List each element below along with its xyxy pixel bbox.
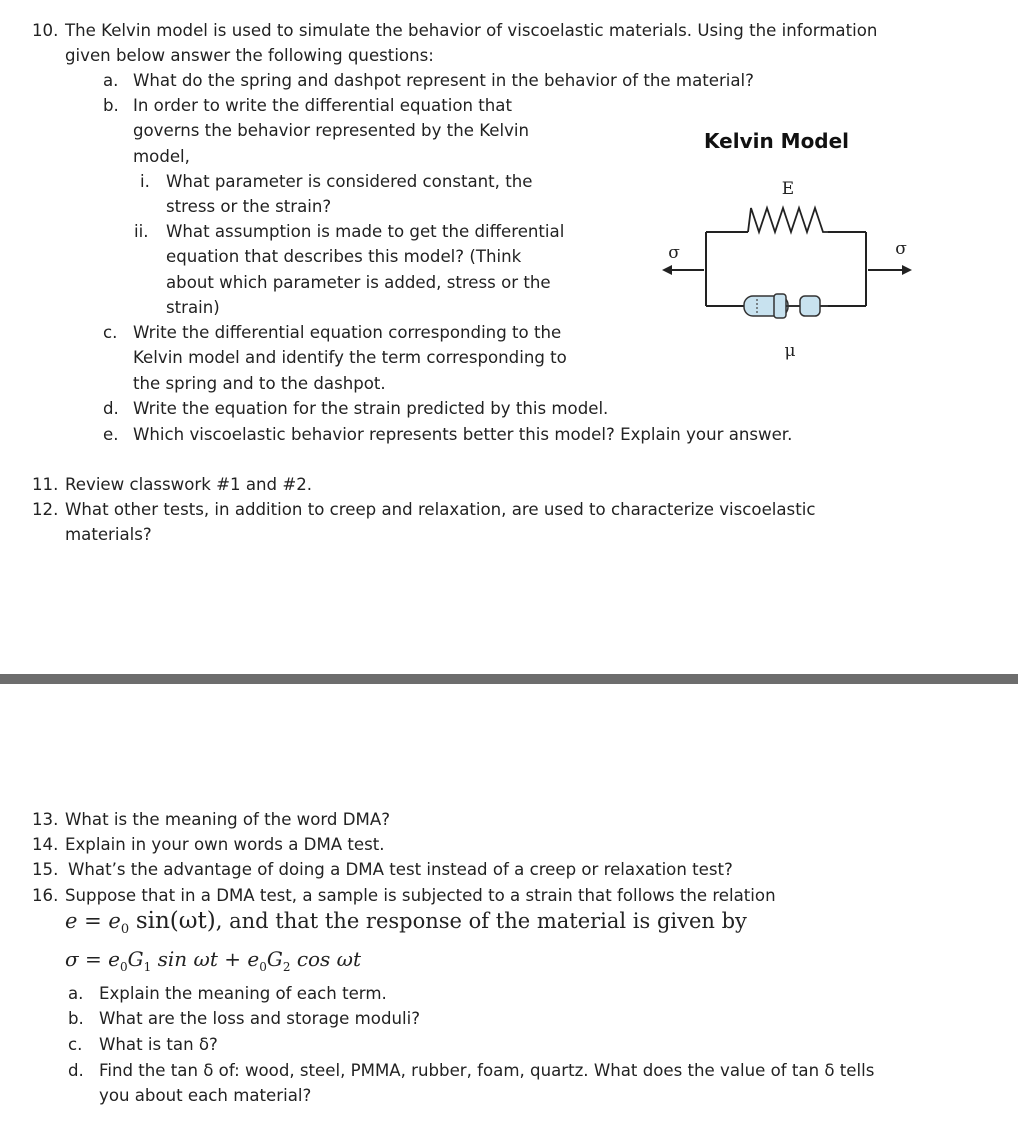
q10b-ii-marker: ii.	[134, 222, 149, 241]
q10a-text: What do the spring and dashpot represent in the behavior of the material?	[133, 71, 754, 90]
q10b-ii-text-line1: What assumption is made to get the differential	[166, 222, 565, 241]
eq2-e1-subscript: 0	[119, 960, 128, 974]
q12-text-line1: What other tests, in addition to creep and relaxation, are used to characterize viscoelastic	[65, 500, 816, 519]
q10e-text: Which viscoelastic behavior represents better this model? Explain your answer.	[133, 425, 793, 444]
q10b-ii-text-line4: strain)	[166, 298, 220, 317]
q12-number: 12.	[32, 500, 59, 519]
eq2-sigma: σ	[65, 947, 79, 971]
q16d-text-line2: you about each material?	[99, 1086, 312, 1105]
q10b-i-marker: i.	[140, 172, 150, 191]
q10-text-line2: given below answer the following questions:	[65, 46, 434, 65]
q10b-marker: b.	[103, 96, 119, 115]
q10d-text: Write the equation for the strain predicted by this model.	[133, 399, 609, 418]
right-arrow-icon	[868, 265, 912, 275]
q16b-marker: b.	[68, 1009, 84, 1028]
spring-label: E	[781, 179, 795, 199]
diagram-title: Kelvin Model	[704, 129, 850, 153]
eq1-strain-symbol: e	[65, 909, 78, 933]
eq2-g1: G	[127, 947, 144, 971]
dashpot-icon	[744, 294, 828, 318]
q11-number: 11.	[32, 475, 59, 494]
q16-text-line1: Suppose that in a DMA test, a sample is subjected to a strain that follows the relation	[65, 886, 776, 905]
q10-number: 10.	[32, 21, 59, 40]
eq2-g2: G	[266, 947, 283, 971]
eq1-amplitude-subscript: 0	[120, 922, 130, 938]
q16c-text: What is tan δ?	[99, 1035, 218, 1054]
stress-left-label: σ	[668, 243, 680, 263]
strain-equation	[65, 905, 747, 946]
q16c-marker: c.	[68, 1035, 83, 1054]
q14-number: 14.	[32, 835, 59, 854]
eq1-tail-text: , and that the response of the material is given by	[215, 909, 747, 933]
q15-number: 15.	[32, 860, 59, 879]
q12-text-line2: materials?	[65, 525, 152, 544]
q10b-text-line2: governs the behavior represented by the Kelvin	[133, 121, 530, 140]
section-divider	[0, 674, 1018, 684]
q11-text: Review classwork #1 and #2.	[65, 475, 313, 494]
q10b-text-line1: In order to write the differential equation that	[133, 96, 512, 115]
eq2-term1: sin ωt	[157, 947, 218, 971]
eq2-term2: cos ωt	[296, 947, 362, 971]
eq2-equals: =	[85, 947, 102, 971]
eq1-sine-term: sin(ωt)	[135, 908, 216, 934]
q10-text-line1: The Kelvin model is used to simulate the behavior of viscoelastic materials. Using the information	[65, 21, 878, 40]
q13-text: What is the meaning of the word DMA?	[65, 810, 390, 829]
q16b-text: What are the loss and storage moduli?	[99, 1009, 421, 1028]
q10d-marker: d.	[103, 399, 119, 418]
q10c-text-line1: Write the differential equation corresponding to the	[133, 323, 562, 342]
eq2-g1-subscript: 1	[143, 960, 152, 974]
q10e-marker: e.	[103, 425, 119, 444]
eq2-plus: +	[224, 947, 241, 971]
q10a-marker: a.	[103, 71, 119, 90]
eq1-amplitude-symbol: e	[108, 909, 121, 933]
q15-text: What’s the advantage of doing a DMA test instead of a creep or relaxation test?	[68, 860, 733, 879]
spring-icon	[748, 208, 828, 232]
q16d-text-line1: Find the tan δ of: wood, steel, PMMA, rubber, foam, quartz. What does the value of tan δ tells	[99, 1061, 875, 1080]
q16a-marker: a.	[68, 984, 84, 1003]
q10c-text-line2: Kelvin model and identify the term corresponding to	[133, 348, 567, 367]
q10b-i-text-line1: What parameter is considered constant, the	[166, 172, 533, 191]
stress-right-label: σ	[895, 239, 907, 259]
q10c-marker: c.	[103, 323, 118, 342]
q10b-ii-text-line2: equation that describes this model? (Think	[166, 247, 522, 266]
q10b-i-text-line2: stress or the strain?	[166, 197, 332, 216]
q10b-ii-text-line3: about which parameter is added, stress or the	[166, 273, 551, 292]
q16a-text: Explain the meaning of each term.	[99, 984, 387, 1003]
dashpot-label: μ	[784, 341, 796, 361]
stress-equation	[65, 945, 361, 981]
q14-text: Explain in your own words a DMA test.	[65, 835, 385, 854]
eq2-e2-subscript: 0	[259, 960, 267, 974]
left-arrow-icon	[662, 265, 704, 275]
q10b-text-line3: model,	[133, 147, 190, 166]
q13-number: 13.	[32, 810, 59, 829]
eq1-equals: =	[84, 909, 102, 933]
q16d-marker: d.	[68, 1061, 84, 1080]
q16-number: 16.	[32, 886, 59, 905]
eq2-e2: e	[247, 947, 260, 971]
kelvin-model-diagram	[640, 170, 940, 370]
q10c-text-line3: the spring and to the dashpot.	[133, 374, 386, 393]
eq2-g2-subscript: 2	[282, 960, 291, 974]
eq2-e1: e	[108, 947, 120, 971]
